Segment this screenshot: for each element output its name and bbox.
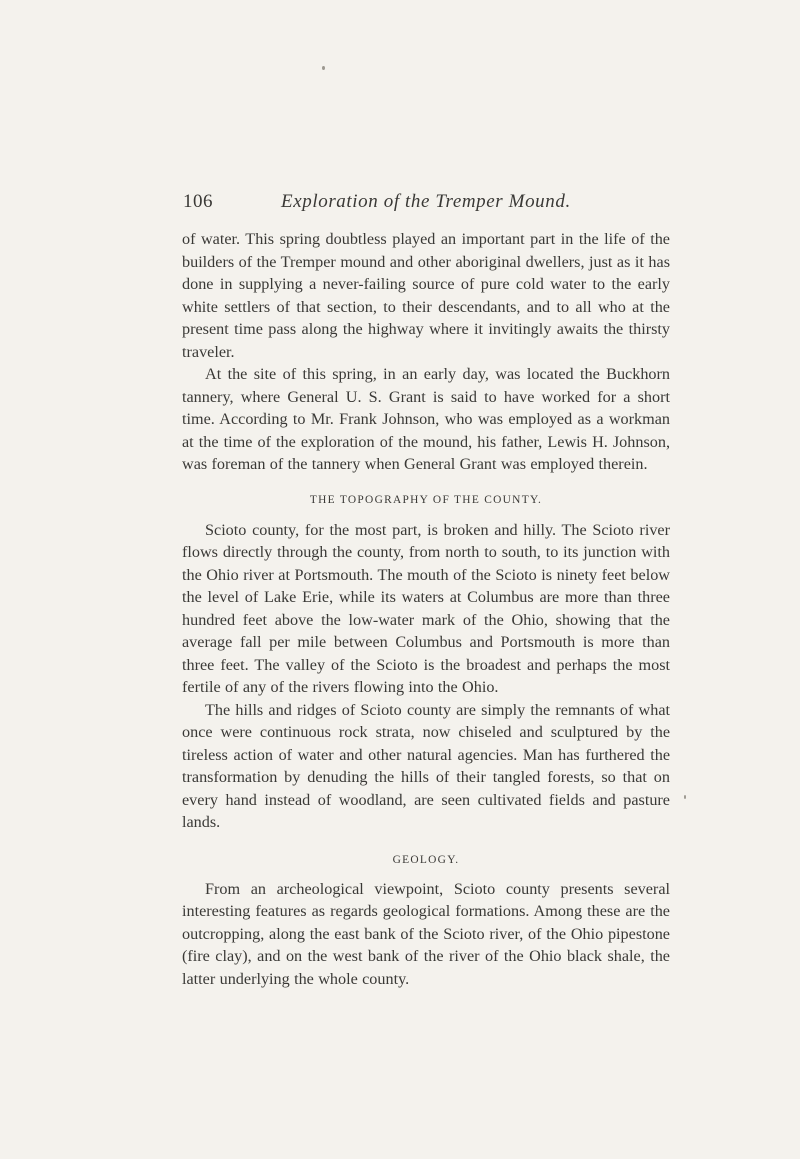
running-title: Exploration of the Tremper Mound. xyxy=(281,191,571,212)
paragraph-hills-ridges: The hills and ridges of Scioto county are simply the remnants of what once were continuous rock strata, now chiseled and sculptured by the tireless action of water and other natural agencies. Man has furthered the transformation by denuding the hills of their tangled forests, so that on every hand instead of woodland, are seen cultivated fields and pasture lands. xyxy=(182,700,670,831)
paper-speck xyxy=(322,66,325,70)
paragraph-spring: of water. This spring doubtless played an important part in the life of the builders of the Tremper mound and other aboriginal dwellers, just as it has done in supplying a never-failing source of pure cold water to the early white settlers of that section, to their descendants, and to all who at the present time pass along the highway where it invitingly awaits the thirsty traveler. xyxy=(182,230,670,361)
body-text xyxy=(182,228,670,990)
running-header xyxy=(183,191,668,221)
paragraph-archeological: From an archeological viewpoint, Scioto county presents several interesting features as regards geological formations. Among these are the outcropping, along the east bank of the Scioto river, of the Ohio pipestone (fire clay), and on the west bank of the river of the Ohio black shale, the latter underlying the whole county. xyxy=(182,879,670,988)
section-heading-geology: GEOLOGY. xyxy=(392,853,460,866)
paragraph-scioto-county: Scioto county, for the most part, is broken and hilly. The Scioto river flows directly through the county, from north to south, to its junction with the Ohio river at Portsmouth. The mouth of the Scioto is ninety feet below the level of Lake Erie, while its waters at Columbus are more than three hundred feet above the low-water mark of the Ohio, showing that the average fall per mile between Columbus and Portsmouth is more than three feet. The valley of the Scioto is the broadest and perhaps the most fertile of any of the rivers flowing into the Ohio. xyxy=(182,520,670,696)
page-number: 106 xyxy=(183,191,213,212)
paragraph-tannery: At the site of this spring, in an early day, was located the Buckhorn tannery, where General U. S. Grant is said to have worked for a short time. According to Mr. Frank Johnson, who was employed as a workman at the time of the exploration of the mound, his father, Lewis H. Johnson, was foreman of the tannery when General Grant was employed therein. xyxy=(182,365,670,473)
section-heading-topography: THE TOPOGRAPHY OF THE COUNTY. xyxy=(309,493,543,506)
paper-speck xyxy=(684,795,686,799)
